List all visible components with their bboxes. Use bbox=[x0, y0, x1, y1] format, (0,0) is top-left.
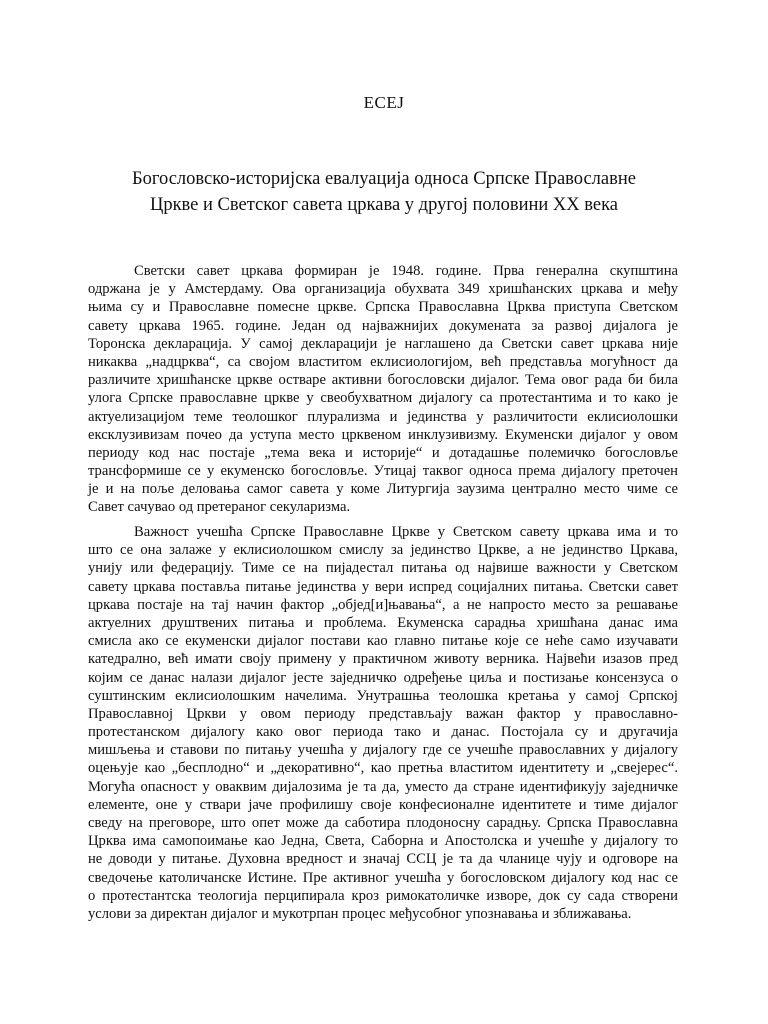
text-line: катедрално, већ имати своју примену у практичном животу верника. Највећи изазов пред bbox=[88, 651, 678, 668]
text-line: ексклузивизам почео да уступа место црквеном инклузивизму. Екуменски дијалог у овом bbox=[88, 426, 678, 443]
text-line: трансформише се у екуменско богословље. Утицај таквог односа према дијалогу преточен bbox=[88, 463, 678, 480]
essay-title bbox=[70, 166, 698, 218]
text-line: којим се данас налази дијалог јесте заједничко одређење циља и постизање консензуса о bbox=[88, 669, 678, 686]
text-line: Торонска декларација. У самој декларацији је наглашено да Светски савет цркава није bbox=[88, 335, 678, 352]
text-line: не доводи у питање. Духовна вредност и значај ССЦ је та да чланице чују и одговоре на bbox=[88, 851, 678, 868]
text-line: савету цркава поставља питање јединства у вери испред социјалних питања. Светски савет bbox=[88, 578, 678, 595]
text-line: никаква „надцрква“, са својом властитом еклисиологијом, већ представља могућност да bbox=[88, 353, 678, 370]
text-line: цркава постаје на тај начин фактор „објед[и]њавања“, а не напросто место за решавање bbox=[88, 596, 678, 613]
text-line: Важност учешћа Српске Православне Цркве у Светском савету цркава има и то bbox=[134, 524, 678, 540]
paragraph-1 bbox=[88, 262, 678, 517]
text-line: улога Српске православне цркве у свеобухватном дијалогу са протестантима и то како је bbox=[88, 390, 678, 407]
text-line: протестанском дијалогу како овог периода тако и данас. Постојала су и другачија bbox=[88, 724, 678, 741]
text-line: што се она залаже у еклисиолошком смислу за јединство Цркве, а не јединство Цркава, bbox=[88, 542, 678, 559]
text-line: савету цркава 1965. године. Један од најважнијих докумената за развој дијалога је bbox=[88, 317, 678, 334]
text-line: актуелизацијом теме теолошког плурализма и јединства у различитости еклисиолошки bbox=[88, 408, 678, 425]
section-heading: ЕСЕЈ bbox=[363, 93, 405, 112]
title-line-1: Богословско-историјска евалуација односа Српске Православне bbox=[132, 169, 636, 189]
text-line: одржана је у Амстердаму. Ова организација обухвата 349 хришћанских цркава и међу bbox=[88, 281, 678, 298]
text-line: мишљења и ставови по питању учешћа у дијалогу где се учешће православних у дијалогу bbox=[88, 742, 678, 759]
text-line: периоду код нас постаје „тема века и историје“ и дотадашње полемичко богословље bbox=[88, 444, 678, 461]
text-line: смисла ако се екуменски дијалог постави као главно питање које се неће само изучавати bbox=[88, 633, 678, 650]
title-line-2: Цркве и Светског савета цркава у другој половини XX века bbox=[149, 195, 619, 215]
text-line: различите хришћанске цркве остваре активни богословски дијалог. Тема овог рада би била bbox=[88, 372, 678, 389]
text-line: услови за директан дијалог и мукотрпан процес међусобног упознавања и зближавања. bbox=[88, 905, 632, 922]
text-line: сведочење католичанске Истине. Пре активног учешћа у богословском дијалогу код нас се bbox=[88, 869, 678, 886]
text-line: Црква има самопоимање као Једна, Света, Саборна и Апостолска и учешће у дијалогу то bbox=[88, 833, 678, 850]
text-line: Светски савет цркава формиран је 1948. године. Прва генерална скупштина bbox=[134, 263, 678, 279]
text-line: Православној Цркви у овом периоду представљају важан фактор у православно- bbox=[88, 705, 678, 722]
text-line: о протестантска теологија перципирала кроз римокатоличке изворе, док су сада створени bbox=[88, 887, 678, 904]
text-line: је и на поље деловања самог савета у коме Литургија заузима централно место чиме се bbox=[88, 481, 678, 498]
text-line: елементе, оне у ствари јаче профилишу своје конфесионалне идентитете и тиме дијалог bbox=[88, 796, 678, 813]
text-line: Савет сачувао од претераног секуларизма. bbox=[88, 499, 351, 516]
paragraph-2 bbox=[88, 523, 678, 923]
text-line: њима су и Православне помесне цркве. Српска Православна Црква приступа Светском bbox=[88, 299, 678, 316]
text-line: актуелних друштвених питања и проблема. Екуменска сарадња хришћана данас има bbox=[88, 614, 678, 631]
text-line: оцењује као „бесплодно“ и „декоративно“, као претња властитом идентитету и „свејерес“. bbox=[88, 760, 678, 777]
text-line: унију или федерацију. Тиме се на пијадестал питања од највише важности у Светском bbox=[88, 560, 678, 577]
text-line: суштинским еклисиолошким начелима. Унутрашња теолошка кретања у самој Српској bbox=[88, 687, 678, 704]
text-line: Могућа опасност у оваквим дијалозима је та да, уместо да стране идентификују заједничке bbox=[88, 778, 678, 795]
text-line: сведу на преговоре, што опет може да саботира плодоносну сарадњу. Српска Православна bbox=[88, 815, 678, 831]
